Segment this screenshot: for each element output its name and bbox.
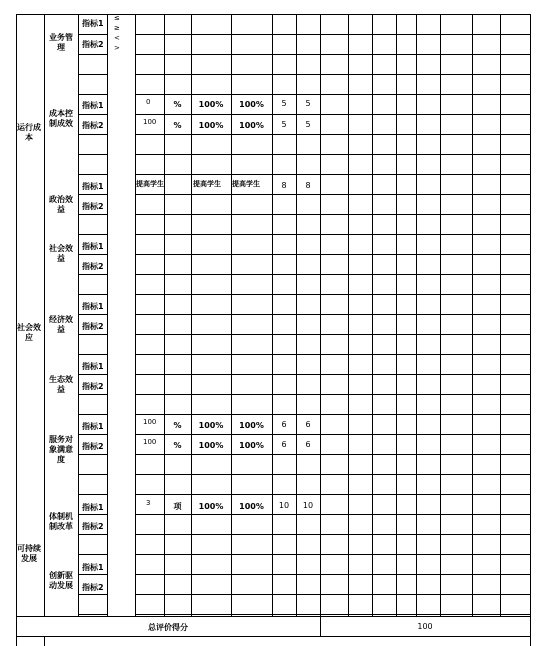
- indicator-label: 指标2: [82, 442, 104, 451]
- grid-line-v: [16, 14, 17, 617]
- sat1-unit: %: [173, 421, 182, 430]
- grid-line-h: [78, 94, 108, 95]
- indicator-label: 指标1: [82, 503, 104, 512]
- operator-symbol: ≤: [114, 14, 120, 22]
- cost1-target: 0: [146, 98, 151, 106]
- indicator-label: 指标2: [82, 202, 104, 211]
- inst1-score: 10: [302, 501, 314, 510]
- indicator-label: 指标2: [82, 583, 104, 592]
- cost2-score: 5: [305, 120, 311, 129]
- grid-line-h: [78, 334, 108, 335]
- grid-line-v: [530, 616, 531, 637]
- indicator-label: 指标1: [82, 101, 104, 110]
- operator-symbol: ≥: [114, 24, 120, 32]
- grid-line-h: [78, 534, 108, 535]
- indicator-label: 指标1: [82, 422, 104, 431]
- total-value: 100: [417, 622, 433, 631]
- grid-line-h: [78, 474, 108, 475]
- grid-line-h: [78, 414, 108, 415]
- grid-line-h: [78, 214, 108, 215]
- grid-line-v: [530, 14, 531, 617]
- grid-line-h: [78, 194, 108, 195]
- grid-line-v: [372, 14, 373, 617]
- grid-line-h: [78, 374, 108, 375]
- grid-line-h: [78, 394, 108, 395]
- indicator-label: 指标2: [82, 262, 104, 271]
- grid-line-v: [500, 14, 501, 617]
- indicator-label: 指标1: [82, 362, 104, 371]
- cost1-actual: 100%: [239, 100, 264, 109]
- indicator-label: 指标2: [82, 522, 104, 531]
- inst1-actual: 100%: [239, 502, 264, 511]
- grid-line-h: [78, 54, 108, 55]
- grid-line-v: [135, 14, 136, 617]
- grid-line-h: [78, 74, 108, 75]
- sub-label-economic: 经济效益: [49, 315, 73, 334]
- group-label-social: 社会效应: [17, 323, 41, 342]
- grid-line-h: [78, 614, 108, 615]
- inst1-target: 3: [146, 499, 151, 507]
- sub-label-political: 政治效益: [49, 195, 73, 214]
- indicator-label: 指标2: [82, 382, 104, 391]
- grid-line-h: [78, 154, 108, 155]
- sat2-value: 100%: [198, 441, 224, 450]
- grid-line-h: [78, 514, 108, 515]
- grid-line-h: [78, 594, 108, 595]
- sat2-weight: 6: [281, 440, 287, 449]
- grid-line-h: [78, 494, 108, 495]
- grid-line-h: [16, 636, 531, 637]
- group-label-operation: 运行成本: [17, 123, 41, 142]
- pol1-target: 提高学生: [136, 180, 164, 188]
- grid-line-h: [78, 354, 108, 355]
- inst1-weight: 10: [278, 501, 290, 510]
- sat2-target: 100: [143, 438, 157, 446]
- indicator-label: 指标1: [82, 182, 104, 191]
- grid-line-v: [44, 14, 45, 617]
- sat2-actual: 100%: [239, 441, 264, 450]
- cost1-value: 100%: [198, 100, 224, 109]
- grid-line-h: [78, 234, 108, 235]
- sat1-score: 6: [305, 420, 311, 429]
- pol1-value: 提高学生: [193, 180, 221, 188]
- indicator-label: 指标2: [82, 322, 104, 331]
- indicator-label: 指标2: [82, 40, 104, 49]
- sub-label-social-benefit: 社会效益: [49, 244, 73, 263]
- grid-line-v: [78, 14, 79, 617]
- cost2-unit: %: [173, 121, 182, 130]
- grid-line-h: [78, 574, 108, 575]
- cost2-weight: 5: [281, 120, 287, 129]
- operator-symbol: >: [114, 44, 120, 52]
- sat1-value: 100%: [198, 421, 224, 430]
- sat1-target: 100: [143, 418, 157, 426]
- grid-line-h: [16, 616, 531, 617]
- inst1-value: 100%: [198, 502, 224, 511]
- grid-line-h: [78, 254, 108, 255]
- grid-line-h: [78, 454, 108, 455]
- grid-line-v: [472, 14, 473, 617]
- grid-line-v: [348, 14, 349, 617]
- indicator-label: 指标1: [82, 242, 104, 251]
- group-label-sustain: 可持续发展: [17, 544, 41, 563]
- cost1-weight: 5: [281, 99, 287, 108]
- indicator-label: 指标1: [82, 19, 104, 28]
- grid-line-v: [107, 14, 108, 617]
- grid-line-h: [16, 14, 531, 15]
- sub-label-cost: 成本控制成效: [49, 109, 73, 128]
- cost2-target: 100: [143, 118, 157, 126]
- pol1-score: 8: [305, 181, 311, 190]
- sat2-score: 6: [305, 440, 311, 449]
- grid-line-v: [320, 14, 321, 617]
- grid-line-h: [78, 174, 108, 175]
- sat2-unit: %: [173, 441, 182, 450]
- grid-line-h: [78, 294, 108, 295]
- sub-label-innovation: 创新驱动发展: [49, 571, 73, 590]
- inst1-unit: 项: [173, 502, 182, 511]
- sat1-weight: 6: [281, 420, 287, 429]
- cost1-unit: %: [173, 100, 182, 109]
- sub-label-business: 业务管理: [49, 33, 73, 52]
- sat1-actual: 100%: [239, 421, 264, 430]
- operator-symbol: <: [114, 34, 120, 42]
- cost2-value: 100%: [198, 121, 224, 130]
- grid-line-v: [416, 14, 417, 617]
- indicator-label: 指标1: [82, 563, 104, 572]
- grid-line-h: [78, 274, 108, 275]
- grid-line-h: [78, 434, 108, 435]
- cost2-actual: 100%: [239, 121, 264, 130]
- grid-line-h: [78, 314, 108, 315]
- grid-line-h: [78, 134, 108, 135]
- pol1-weight: 8: [281, 181, 287, 190]
- pol1-actual: 提高学生: [232, 180, 260, 188]
- sub-label-satisfaction: 服务对象满意度: [49, 435, 73, 464]
- grid-line-h: [78, 34, 108, 35]
- cost1-score: 5: [305, 99, 311, 108]
- sub-label-ecological: 生态效益: [49, 375, 73, 394]
- grid-line-h: [78, 554, 108, 555]
- sub-label-institution: 体制机制改革: [49, 512, 73, 531]
- total-label: 总评价得分: [148, 623, 188, 632]
- grid-line-v: [396, 14, 397, 617]
- grid-line-h: [78, 114, 108, 115]
- indicator-label: 指标2: [82, 121, 104, 130]
- grid-line-v: [440, 14, 441, 617]
- indicator-label: 指标1: [82, 302, 104, 311]
